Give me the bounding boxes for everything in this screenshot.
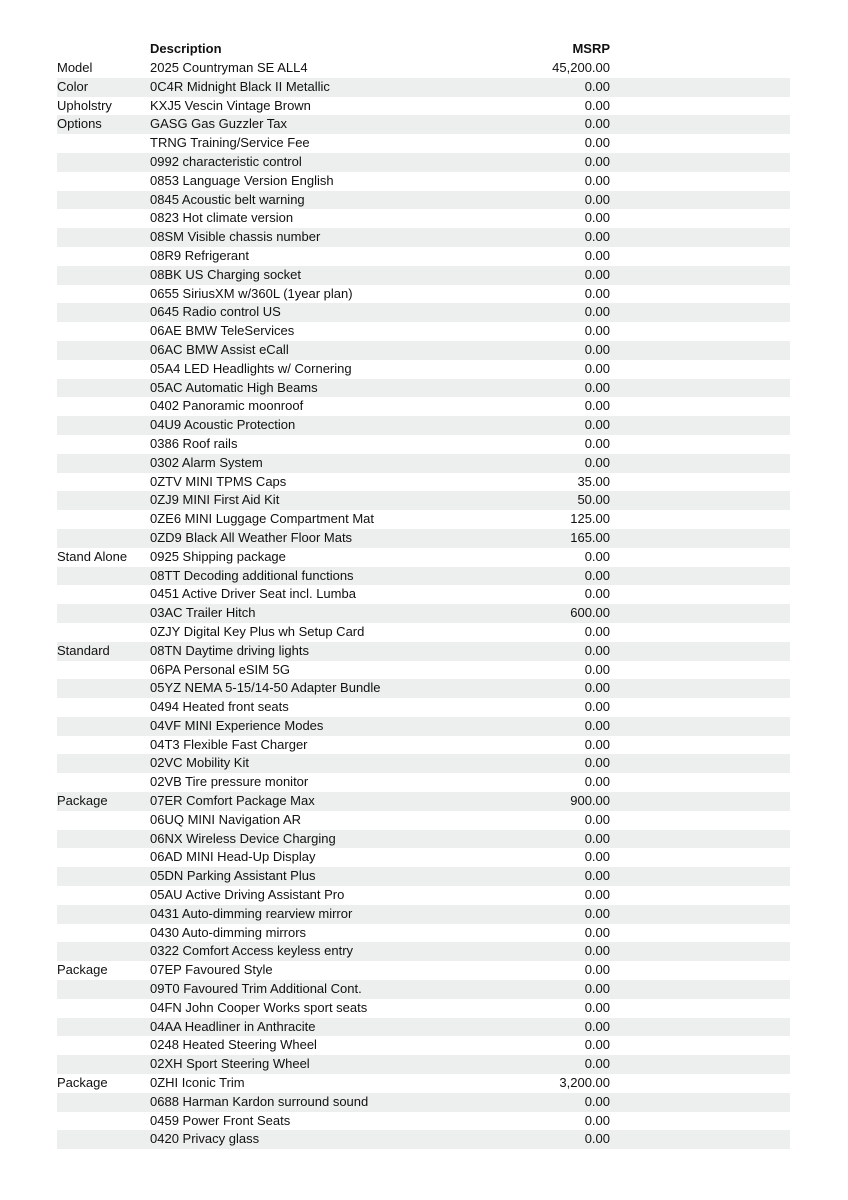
row-msrp-value: 0.00 (584, 1056, 610, 1072)
row-description: 0ZTV MINI TPMS Caps (150, 473, 287, 489)
table-row (57, 209, 790, 228)
row-msrp-value: 0.00 (584, 736, 610, 752)
row-description: 08SM Visible chassis number (150, 229, 321, 245)
row-description: 06NX Wireless Device Charging (150, 830, 336, 846)
row-msrp-value: 0.00 (584, 454, 610, 470)
table-row (57, 736, 790, 755)
table-row (57, 1036, 790, 1055)
row-msrp-value: 0.00 (584, 210, 610, 226)
table-row (57, 717, 790, 736)
row-description: 0451 Active Driver Seat incl. Lumba (150, 586, 356, 602)
row-msrp-value: 0.00 (584, 97, 610, 113)
row-description: 06AC BMW Assist eCall (150, 341, 289, 357)
table-row (57, 942, 790, 961)
table-row (57, 247, 790, 266)
row-description: 0430 Auto-dimming mirrors (150, 924, 307, 940)
row-description: 04U9 Acoustic Protection (150, 417, 296, 433)
row-description: 04FN John Cooper Works sport seats (150, 999, 368, 1015)
row-msrp-value: 0.00 (584, 379, 610, 395)
table-row (57, 78, 790, 97)
row-msrp-value: 0.00 (584, 417, 610, 433)
row-msrp-value: 0.00 (584, 905, 610, 921)
row-description: 0ZJ9 MINI First Aid Kit (150, 492, 280, 508)
row-msrp-value: 125.00 (570, 511, 610, 527)
header-description: Description (150, 41, 222, 56)
table-row (57, 698, 790, 717)
table-row (57, 416, 790, 435)
table-row (57, 491, 790, 510)
vehicle-options-table (57, 38, 790, 1149)
row-description: 08R9 Refrigerant (150, 247, 249, 263)
row-msrp-value: 0.00 (584, 285, 610, 301)
table-row (57, 115, 790, 134)
row-description: KXJ5 Vescin Vintage Brown (150, 97, 311, 113)
row-category-label: Standard (57, 642, 110, 658)
row-msrp-value: 0.00 (584, 887, 610, 903)
row-description: 0322 Comfort Access keyless entry (150, 943, 354, 959)
table-row (57, 811, 790, 830)
table-row (57, 567, 790, 586)
row-msrp-value: 0.00 (584, 153, 610, 169)
row-msrp-value: 0.00 (584, 247, 610, 263)
row-msrp-value: 3,200.00 (559, 1075, 610, 1091)
row-msrp-value: 0.00 (584, 229, 610, 245)
row-msrp-value: 0.00 (584, 924, 610, 940)
row-msrp-value: 0.00 (584, 266, 610, 282)
row-msrp-value: 0.00 (584, 830, 610, 846)
table-row (57, 59, 790, 78)
row-description: 08TT Decoding additional functions (150, 567, 354, 583)
row-description: 0402 Panoramic moonroof (150, 398, 304, 414)
row-description: 2025 Countryman SE ALL4 (150, 60, 308, 75)
row-description: 09T0 Favoured Trim Additional Cont. (150, 981, 362, 997)
row-description: 0420 Privacy glass (150, 1131, 260, 1147)
row-msrp-value: 0.00 (584, 323, 610, 339)
row-description: 0823 Hot climate version (150, 210, 294, 226)
row-msrp-value: 0.00 (584, 849, 610, 865)
row-msrp-value: 0.00 (584, 586, 610, 602)
row-description: 0459 Power Front Seats (150, 1112, 291, 1128)
row-msrp-value: 0.00 (584, 868, 610, 884)
table-row (57, 191, 790, 210)
table-row (57, 435, 790, 454)
table-row (57, 379, 790, 398)
row-msrp-value: 0.00 (584, 435, 610, 451)
table-row (57, 886, 790, 905)
row-description: 05AC Automatic High Beams (150, 379, 318, 395)
row-description: 05AU Active Driving Assistant Pro (150, 887, 345, 903)
row-description: 0655 SiriusXM w/360L (1year plan) (150, 285, 353, 301)
row-msrp-value: 0.00 (584, 360, 610, 376)
table-row (57, 529, 790, 548)
table-row (57, 924, 790, 943)
row-description: 0494 Heated front seats (150, 699, 289, 715)
row-msrp-value: 165.00 (570, 529, 610, 545)
row-msrp-value: 0.00 (584, 1131, 610, 1147)
table-row (57, 360, 790, 379)
table-row (57, 1093, 790, 1112)
table-row (57, 1130, 790, 1149)
table-row (57, 510, 790, 529)
row-description: 0ZJY Digital Key Plus wh Setup Card (150, 623, 365, 639)
row-msrp-value: 0.00 (584, 717, 610, 733)
table-row (57, 604, 790, 623)
row-description: 0853 Language Version English (150, 172, 334, 188)
row-description: 0ZHI Iconic Trim (150, 1075, 245, 1091)
row-msrp-value: 0.00 (584, 623, 610, 639)
row-msrp-value: 600.00 (570, 605, 610, 621)
table-row (57, 454, 790, 473)
table-row (57, 905, 790, 924)
row-msrp-value: 50.00 (577, 492, 610, 508)
row-description: 04T3 Flexible Fast Charger (150, 736, 308, 752)
row-description: 02VB Tire pressure monitor (150, 774, 309, 790)
row-description: 05YZ NEMA 5-15/14-50 Adapter Bundle (150, 680, 381, 696)
table-row (57, 341, 790, 360)
row-category-label: Model (57, 60, 93, 75)
row-msrp-value: 0.00 (584, 755, 610, 771)
row-msrp-value: 0.00 (584, 962, 610, 978)
row-description: 0386 Roof rails (150, 435, 238, 451)
table-row (57, 97, 790, 116)
table-row (57, 473, 790, 492)
table-row (57, 322, 790, 341)
table-row (57, 867, 790, 886)
row-description: 04VF MINI Experience Modes (150, 717, 324, 733)
row-description: 0925 Shipping package (150, 548, 286, 564)
table-body (57, 59, 790, 1149)
table-row (57, 228, 790, 247)
row-msrp-value: 35.00 (577, 473, 610, 489)
row-description: 0645 Radio control US (150, 304, 281, 320)
table-row (57, 773, 790, 792)
table-row (57, 548, 790, 567)
table-row (57, 661, 790, 680)
row-description: 0845 Acoustic belt warning (150, 191, 305, 207)
row-description: 0C4R Midnight Black II Metallic (150, 78, 330, 94)
row-description: 0248 Heated Steering Wheel (150, 1037, 317, 1053)
table-row (57, 266, 790, 285)
row-msrp-value: 0.00 (584, 774, 610, 790)
row-msrp-value: 0.00 (584, 1093, 610, 1109)
row-category-label: Upholstry (57, 97, 112, 113)
row-category-label: Package (57, 793, 108, 809)
table-row (57, 153, 790, 172)
row-description: 06PA Personal eSIM 5G (150, 661, 290, 677)
row-description: 03AC Trailer Hitch (150, 605, 256, 621)
row-description: 0992 characteristic control (150, 153, 302, 169)
row-msrp-value: 0.00 (584, 999, 610, 1015)
row-msrp-value: 0.00 (584, 567, 610, 583)
row-description: 0688 Harman Kardon surround sound (150, 1093, 369, 1109)
row-msrp-value: 0.00 (584, 1018, 610, 1034)
row-description: 07EP Favoured Style (150, 962, 273, 978)
row-msrp-value: 0.00 (584, 981, 610, 997)
row-msrp-value: 900.00 (570, 793, 610, 809)
row-description: 08TN Daytime driving lights (150, 642, 309, 658)
table-row (57, 848, 790, 867)
row-msrp-value: 0.00 (584, 680, 610, 696)
row-msrp-value: 0.00 (584, 1037, 610, 1053)
row-description: TRNG Training/Service Fee (150, 135, 310, 151)
row-description: 06UQ MINI Navigation AR (150, 811, 302, 827)
header-msrp: MSRP (572, 41, 610, 56)
table-row (57, 397, 790, 416)
table-row (57, 1055, 790, 1074)
table-row (57, 1074, 790, 1093)
row-msrp-value: 0.00 (584, 135, 610, 151)
row-msrp-value: 0.00 (584, 1112, 610, 1128)
row-description: 05DN Parking Assistant Plus (150, 868, 316, 884)
table-row (57, 303, 790, 322)
row-msrp-value: 0.00 (584, 116, 610, 132)
row-msrp-value: 0.00 (584, 548, 610, 564)
row-msrp-value: 0.00 (584, 341, 610, 357)
table-row (57, 980, 790, 999)
row-description: 05A4 LED Headlights w/ Cornering (150, 360, 352, 376)
row-category-label: Color (57, 78, 89, 94)
table-row (57, 754, 790, 773)
table-row (57, 679, 790, 698)
table-row (57, 1112, 790, 1131)
row-msrp-value: 0.00 (584, 172, 610, 188)
row-msrp-value: 0.00 (584, 661, 610, 677)
table-row (57, 830, 790, 849)
row-category-label: Stand Alone (57, 548, 128, 564)
row-description: 07ER Comfort Package Max (150, 793, 315, 809)
row-msrp-value: 0.00 (584, 304, 610, 320)
table-header-row (57, 38, 790, 59)
row-msrp-value: 0.00 (584, 699, 610, 715)
row-msrp-value: 0.00 (584, 191, 610, 207)
row-msrp-value: 0.00 (584, 78, 610, 94)
row-description: 0ZE6 MINI Luggage Compartment Mat (150, 511, 374, 527)
row-description: 06AD MINI Head-Up Display (150, 849, 316, 865)
row-msrp-value: 0.00 (584, 943, 610, 959)
row-description: 06AE BMW TeleServices (150, 323, 295, 339)
table-row (57, 134, 790, 153)
row-description: GASG Gas Guzzler Tax (150, 116, 288, 132)
table-row (57, 642, 790, 661)
table-row (57, 585, 790, 604)
table-row (57, 623, 790, 642)
table-row (57, 792, 790, 811)
row-description: 04AA Headliner in Anthracite (150, 1018, 316, 1034)
row-description: 02XH Sport Steering Wheel (150, 1056, 310, 1072)
row-description: 0ZD9 Black All Weather Floor Mats (150, 529, 353, 545)
row-description: 0431 Auto-dimming rearview mirror (150, 905, 353, 921)
row-category-label: Package (57, 1075, 108, 1091)
row-msrp-value: 45,200.00 (552, 60, 610, 75)
row-msrp-value: 0.00 (584, 398, 610, 414)
row-description: 0302 Alarm System (150, 454, 263, 470)
table-row (57, 172, 790, 191)
row-msrp-value: 0.00 (584, 642, 610, 658)
table-row (57, 999, 790, 1018)
row-category-label: Options (57, 116, 102, 132)
row-category-label: Package (57, 962, 108, 978)
row-msrp-value: 0.00 (584, 811, 610, 827)
row-description: 02VC Mobility Kit (150, 755, 249, 771)
table-row (57, 961, 790, 980)
row-description: 08BK US Charging socket (150, 266, 302, 282)
table-row (57, 285, 790, 304)
table-row (57, 1018, 790, 1037)
